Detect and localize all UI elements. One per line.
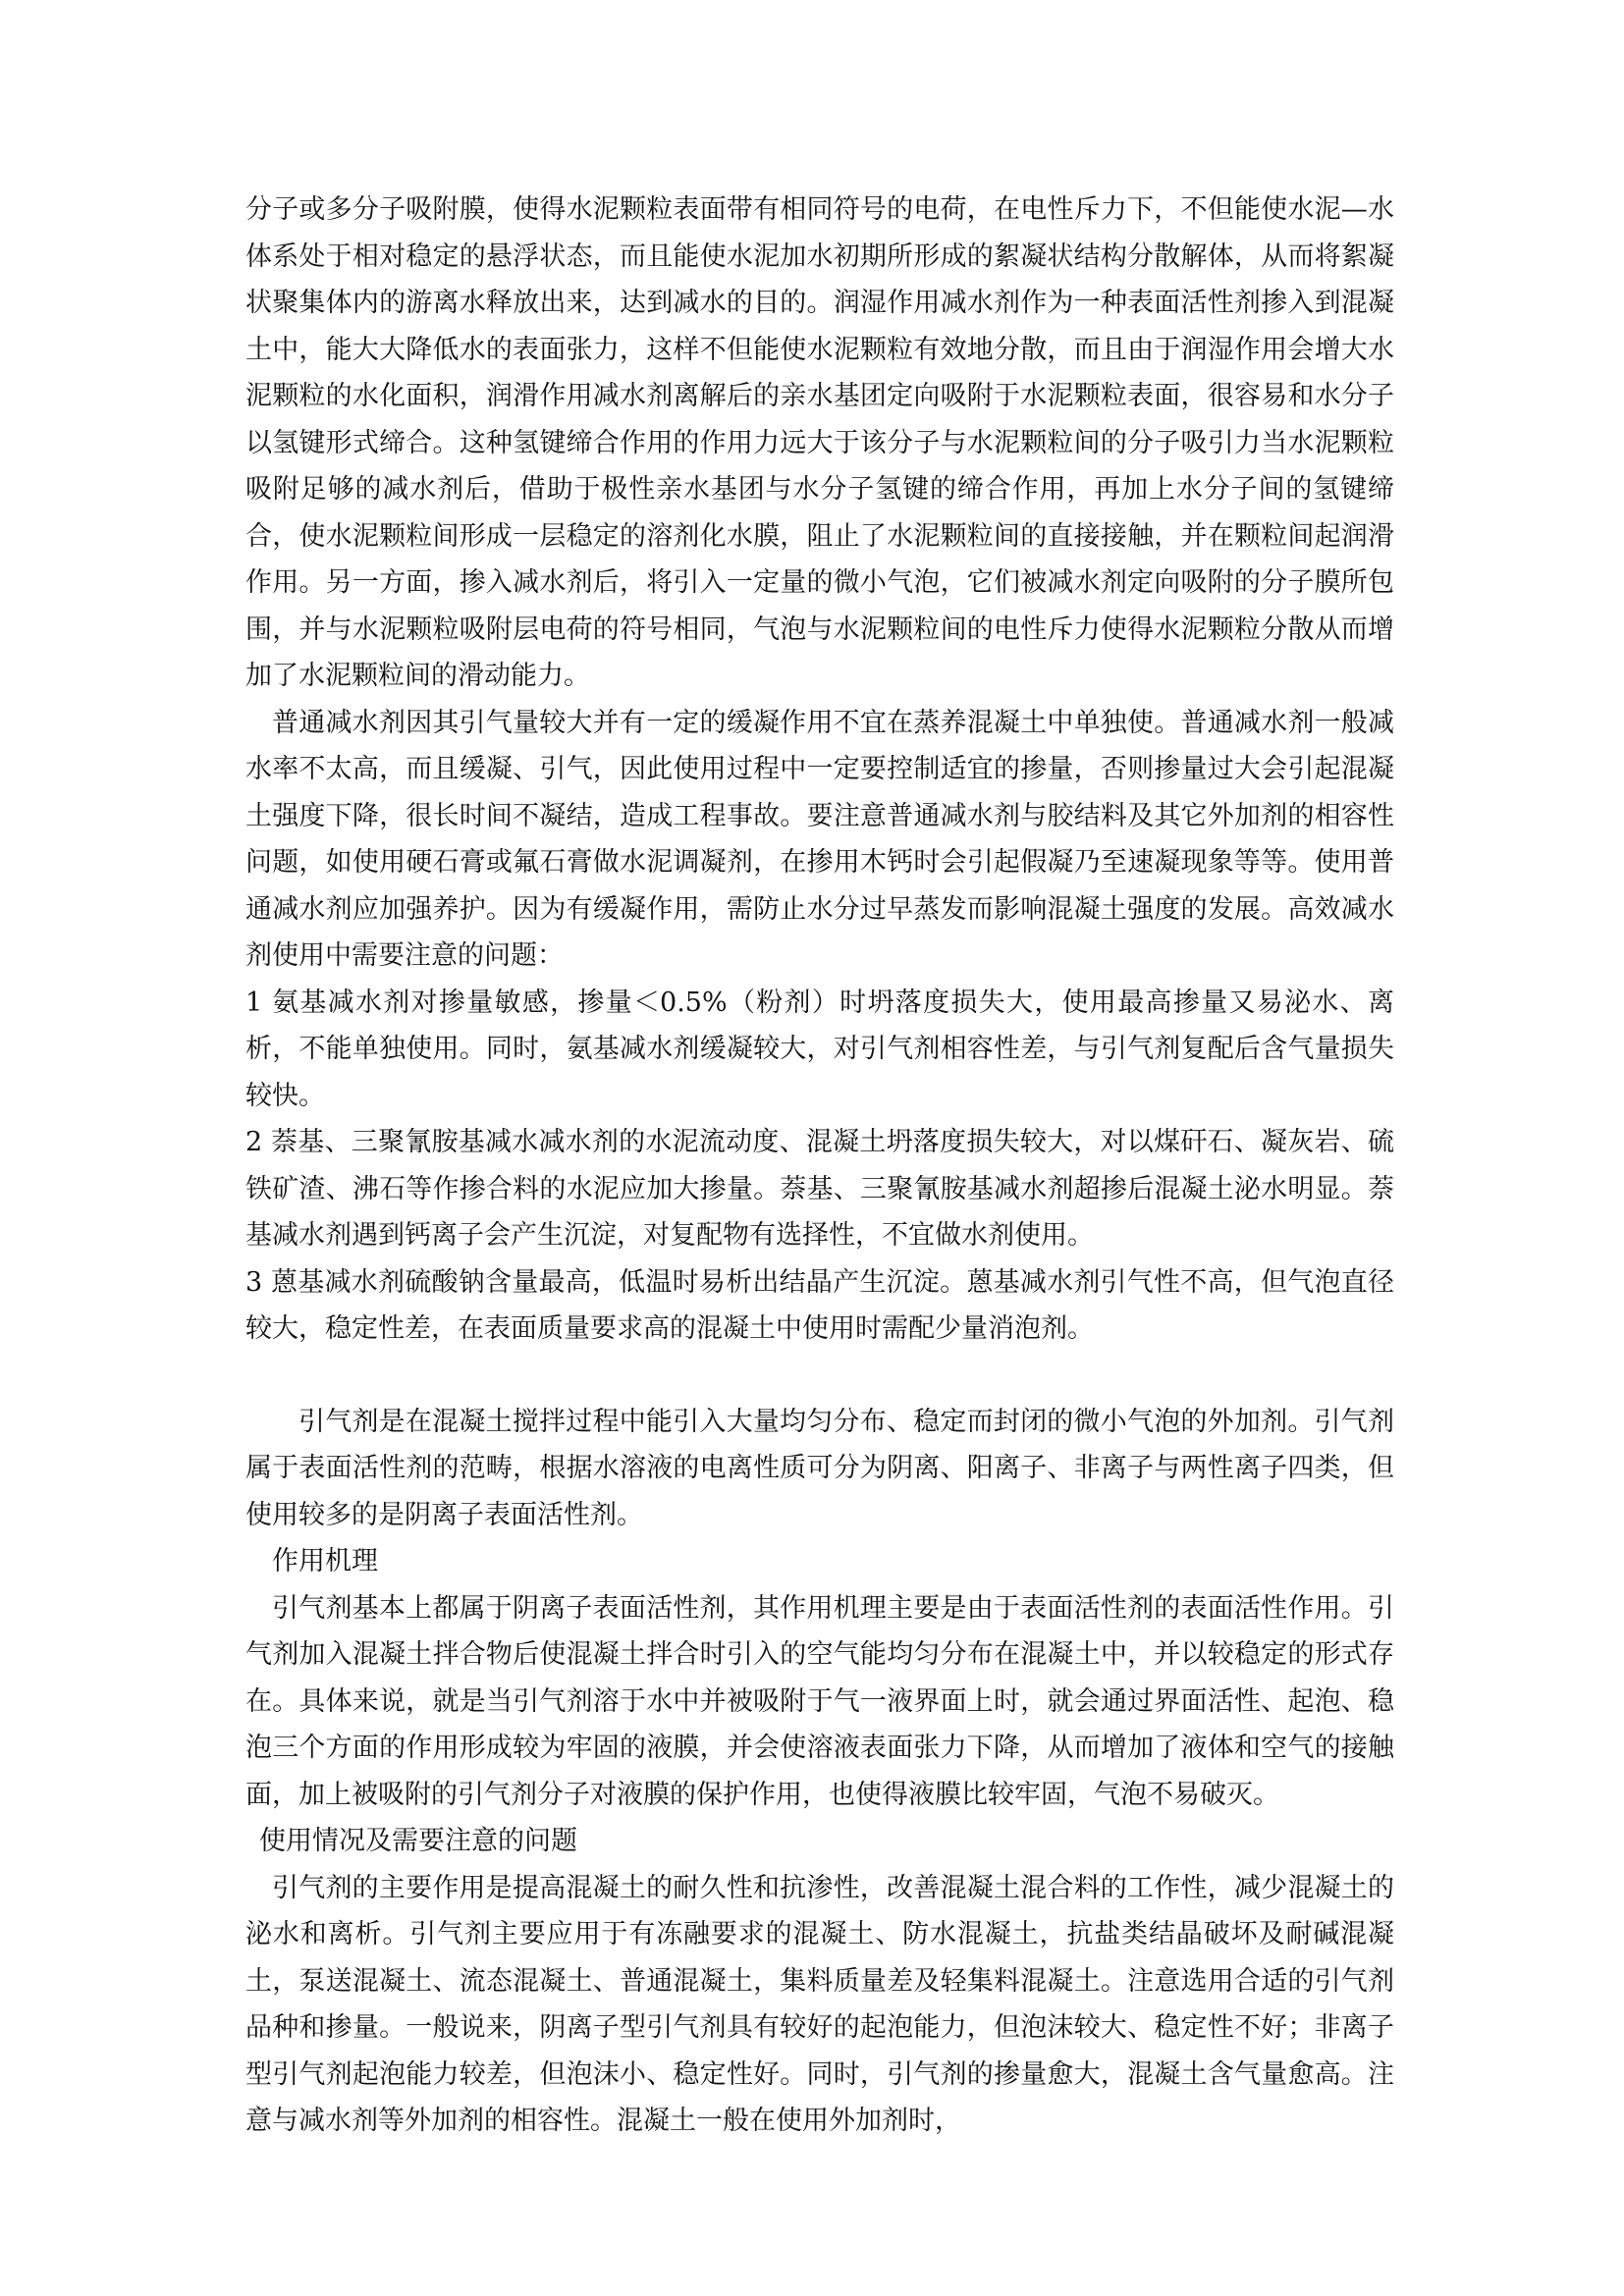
list-item-naphthalene-reducer: 2 萘基、三聚氰胺基减水减水剂的水泥流动度、混凝土坍落度损失较大，对以煤矸石、凝灰岩、硫铁矿渣、沸石等作掺合料的水泥应加大掺量。萘基、三聚氰胺基减水剂超掺后混凝土泌水明显。萘基减水剂遇到钙离子会产生沉淀，对复配物有选择性，不宜做水剂使用。	[245, 1127, 1394, 1251]
paragraph-spacer	[245, 1353, 1394, 1399]
list-item-amino-reducer: 1 氨基减水剂对掺量敏感，掺量＜0.5%（粉剂）时坍落度损失大，使用最高掺量又易泌水、离析，不能单独使用。同时，氨基减水剂缓凝较大，对引气剂相容性差，与引气剂复配后含气量损失较快。	[245, 987, 1394, 1111]
list-item-anthracene-reducer: 3 蒽基减水剂硫酸钠含量最高，低温时易析出结晶产生沉淀。蒽基减水剂引气性不高，但气泡直径较大，稳定性差，在表面质量要求高的混凝土中使用时需配少量消泡剂。	[245, 1266, 1394, 1344]
section-heading-mechanism: 作用机理	[272, 1546, 378, 1576]
paragraph-air-entraining-agent: 引气剂是在混凝土搅拌过程中能引入大量均匀分布、稳定而封闭的微小气泡的外加剂。引气剂属于表面活性剂的范畴，根据水溶液的电离性质可分为阴离、阳离子、非离子与两性离子四类，但使用较多的是阴离子表面活性剂。	[245, 1406, 1394, 1530]
paragraph-ordinary-water-reducer: 普通减水剂因其引气量较大并有一定的缓凝作用不宜在蒸养混凝土中单独使。普通减水剂一般减水率不太高，而且缓凝、引气，因此使用过程中一定要控制适宜的掺量，否则掺量过大会引起混凝土强度下降，很长时间不凝结，造成工程事故。要注意普通减水剂与胶结料及其它外加剂的相容性问题，如使用硬石膏或氟石膏做水泥调凝剂，在掺用木钙时会引起假凝乃至速凝现象等等。使用普通减水剂应加强养护。因为有缓凝作用，需防止水分过早蒸发而影响混凝土强度的发展。高效减水剂使用中需要注意的问题：	[245, 707, 1394, 971]
document-page	[245, 187, 1394, 2145]
paragraph-usage-detail: 引气剂的主要作用是提高混凝土的耐久性和抗渗性，改善混凝土混合料的工作性，减少混凝土的泌水和离析。引气剂主要应用于有冻融要求的混凝土、防水混凝土，抗盐类结晶破坏及耐碱混凝土，泵送混凝土、流态混凝土、普通混凝土，集料质量差及轻集料混凝土。注意选用合适的引气剂品种和掺量。一般说来，阴离子型引气剂具有较好的起泡能力，但泡沫较大、稳定性不好；非离子型引气剂起泡能力较差，但泡沫小、稳定性好。同时，引气剂的掺量愈大，混凝土含气量愈高。注意与减水剂等外加剂的相容性。混凝土一般在使用外加剂时，	[245, 1872, 1394, 2136]
section-heading-usage: 使用情况及需要注意的问题	[259, 1826, 577, 1856]
paragraph-water-reducer-mechanism: 分子或多分子吸附膜，使得水泥颗粒表面带有相同符号的电荷，在电性斥力下，不但能使水泥—水体系处于相对稳定的悬浮状态，而且能使水泥加水初期所形成的絮凝状结构分散解体，从而将絮凝状聚集体内的游离水释放出来，达到减水的目的。润湿作用减水剂作为一种表面活性剂掺入到混凝土中，能大大降低水的表面张力，这样不但能使水泥颗粒有效地分散，而且由于润湿作用会增大水泥颗粒的水化面积，润滑作用减水剂离解后的亲水基团定向吸附于水泥颗粒表面，很容易和水分子以氢键形式缔合。这种氢键缔合作用的作用力远大于该分子与水泥颗粒间的分子吸引力当水泥颗粒吸附足够的减水剂后，借助于极性亲水基团与水分子氢键的缔合作用，再加上水分子间的氢键缔合，使水泥颗粒间形成一层稳定的溶剂化水膜，阻止了水泥颗粒间的直接接触，并在颗粒间起润滑作用。另一方面，掺入减水剂后，将引入一定量的微小气泡，它们被减水剂定向吸附的分子膜所包围，并与水泥颗粒吸附层电荷的符号相同，气泡与水泥颗粒间的电性斥力使得水泥颗粒分散从而增加了水泥颗粒间的滑动能力。	[245, 194, 1394, 691]
paragraph-mechanism-detail: 引气剂基本上都属于阴离子表面活性剂，其作用机理主要是由于表面活性剂的表面活性作用。引气剂加入混凝土拌合物后使混凝土拌合时引入的空气能均匀分布在混凝土中，并以较稳定的形式存在。具体来说，就是当引气剂溶于水中并被吸附于气一液界面上时，就会通过界面活性、起泡、稳泡三个方面的作用形成较为牢固的液膜，并会使溶液表面张力下降，从而增加了液体和空气的接触面，加上被吸附的引气剂分子对液膜的保护作用，也使得液膜比较牢固，气泡不易破灭。	[245, 1592, 1394, 1810]
